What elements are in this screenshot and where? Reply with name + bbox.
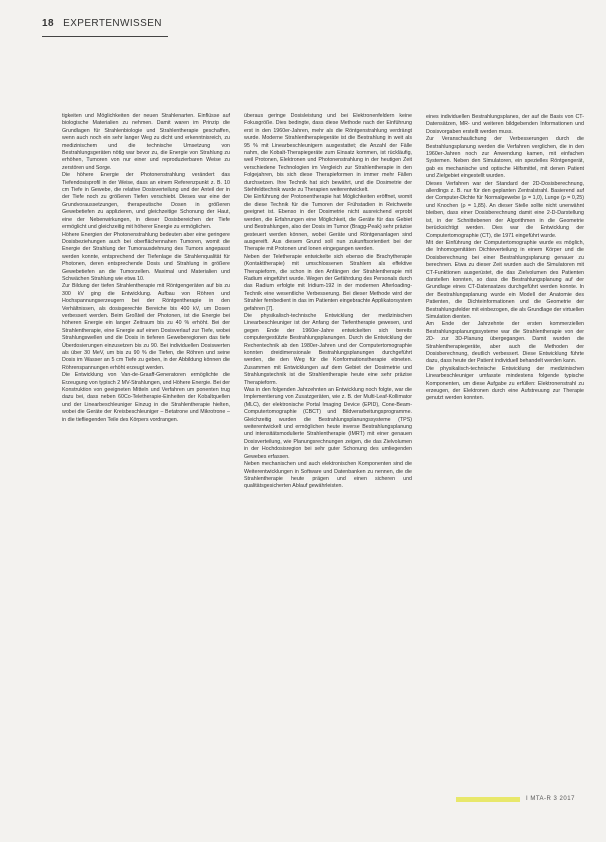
paragraph: Die Einführung der Protonentherapie hat Möglichkeiten eröffnet, womit die diese Technik für die Tumoren der Frühstadien in Reichweite geeignet ist. Ebenso in der Dosimetrie nicht ausreichend erprobt werden, die Erfahrungen eine Möglichkeit, die Geräte für das Gebiet und Bestrahlungen, also der Dosis im Tumor (Bragg-Peak) sehr präzise gesteuert werden können, wobei Geräte und Röntgenanlagen sind ausgereift. Aus diesem Grund soll nun zukunftsorientiert bei der Therapie mit Protonen und Ionen eingegangen werden. (244, 194, 412, 253)
paragraph: Die Entwicklung von Van-de-Graaff-Generatoren ermöglichte die Erzeugung von typisch 2 MV-Strahlungen, und Höhere Energie. Bei der Konstruktion von geeigneten Mitteln und Verfahren um ponenten trug dazu bei, dass neben 60Co-Teletherapie-Einheiten der Kobaltquellen und der Linearbeschleuniger Einzug in die Strahlentherapie hielten, wobei die Geräte der Kreisbeschleuniger – Betatrone und Mikrotrone – in die tiefliegenden Teile des Körpers vordrangen. (62, 372, 230, 423)
paragraph: eines individuellen Bestrahlungsplanes, der auf die Basis von CT-Datensätzen, MR- und weiteren bildgebenden Informationen und Dosisvorgaben erstellt werden muss. (426, 114, 584, 135)
text-column-1 (62, 113, 230, 803)
text-column-2 (244, 113, 412, 803)
paragraph: tigkeiten und Möglichkeiten der neuen Strahlenarten. Einflüsse auf biologische Materialien zu nehmen. Damit waren im Prinzip die Grundlagen für Strahlenbiologie und Strahlentherapie geschaffen, wenn auch noch ein sehr langer Weg zu dicht und erkenntnisreich, zu medizinischem und die technische Umsetzung von Bestrahlungsgeräten nötig war bevor zu, die Energie von Strahlung zu erhöhen, Tumoren von nur einer und reproduzierbaren Weise zu zerstören und Sorge. (62, 113, 230, 171)
paragraph: Dieses Verfahren war der Standard der 2D-Dosisberechnung, allerdings z. B. nur für den geplanten Zentralstrahl. Basierend auf der Computer-Dichte für Normalgewebe (ρ = 1,0), Lunge (ρ = 0,25) und Knochen (ρ = 1,85). An dieser Stelle sollte nicht unerwähnt bleiben, dass einer Dosisberechnung damit eine 2-D-Darstellung ist, in der Schnittebenen der Algorithmen in die Geometrie berücksichtigt werden. Dies war die Entwicklung der Computertomographie (CT), die 1971 eingeführt wurde. (426, 180, 584, 239)
paragraph: Neben der Teletherapie entwickelte sich ebenso die Brachytherapie (Kontakttherapie) mit umschlossenen Strahlern als effektive Therapieform, die schon in den Anfängen der Strahlentherapie mit Radium eingeführt wurde. Wegen der Gefährdung des Personals durch das Radium erfolgte mit Iridium-192 in der modernen Afterloading-Technik eine wesentliche Verbesserung. Bei dieser Methode wird der Strahler fernbedient in das im Patienten eingebrachte Applikatorsystem gefahren [7]. (244, 253, 412, 312)
text-column-3 (426, 114, 584, 802)
paragraph: Höhere Energien der Photonenstrahlung bedeuten aber eine geringere Dosisbeziehungen auch bei oberflächennahen Tumoren, womit die Energie der Strahlung der Tumorausdehnung des Tumors angepasst werden konnte, entsprechend der Tiefenlage die Strahlenqualität für Photonen, deren entsprechende Dosis und Strahlung in größere Gewebetiefen an die Tumorzellen. Maximal und Materialien und Schwächen Strahlung wie etwa 10. (62, 231, 230, 282)
paragraph: Am Ende der Jahrzehnte der ersten kommerziellen Bestrahlungsplanungssysteme war die Strahlentherapie von der 2D- zur 3D-Planung übergegangen. Damit wurden die Strahlentherapiegeräte, aber auch die Methoden der Dosisberechnung, deutlich verbessert. Diese Entwicklung führte dazu, dass heute der Patient individuell behandelt werden kann. (426, 321, 584, 365)
paragraph: Zur Veranschaulichung der Verbesserungen durch die Bestrahlungsplanung werden die Verfahren verglichen, die in den 1960er-Jahren noch zur Anwendung kamen, mit einfachen Systemen. Neben den Simulatoren, ein spezielles Röntgengerät, gab es mechanische und optische Hilfsmittel, mit denen Patient und Zielgebiet eingestellt wurden. (426, 136, 584, 180)
paragraph: Was in den folgenden Jahrzehnten an Entwicklung noch folgte, war die Implementierung von Zusatzgeräten, wie z. B. der Multi-Leaf-Kollimator (MLC), der elektronische Portal Imaging Device (EPID), Cone-Beam-Computertomographie (CBCT) und Bildverarbeitungsprogramme. Gleichzeitig wurden die Bestrahlungsplanungssysteme (TPS) weiterentwickelt und ermöglichen heute inverse Bestrahlungsplanung und intensitätsmodulierte Strahlentherapie (IMRT) mit einer genauen Dosisverteilung, wie Planungsrechnungen zeigen, die das Zielvolumen in der Hochdosisregion bei sehr guter Schonung des umliegenden Gewebes erfassen. (244, 387, 412, 460)
page-footer (456, 796, 575, 802)
paragraph: Die physikalisch-technische Entwicklung der medizinischen Linearbeschleuniger ist der Anfang der Tiefentherapie gewesen, und gegen Ende der 1960er-Jahre entwickelten sich bereits computergestützte Bestrahlungsplanungen. Durch die Entwicklung der Rechentechnik ab den 1980er-Jahren und der Computertomographie konnten dreidimensionale Bestrahlungsplanungen durchgeführt werden, die den Weg für die Konformationstherapie ebneten. Zusammen mit Entwicklungen auf dem Gebiet der Dosimetrie und Strahlungstechnik ist die Strahlentherapie heute eine sehr präzise Therapieform. (244, 312, 412, 386)
paragraph: Die höhere Energie der Photonenstrahlung verändert das Tiefendosisprofil in der Weise, dass an einem Referenzpunkt z. B. 10 cm Tiefe in Gewebe, die relative Dosisverteilung und der Anteil der in der Tiefe noch zu größeren Tiefen verschiebt. Dieses war eine der Grundvoraussetzungen, therapeutische Dosen in größeren Gewebetiefen zu applizieren, und gleichzeitige Schonung der Haut, eine der Nebenwirkungen, in dieser Dosisbereichen der Tiefe ermöglicht und gleichzeitig mit höherer Energie zu ermöglichen. (62, 172, 230, 231)
paragraph: Neben mechanischen und auch elektronischen Komponenten sind die Weiterentwicklungen in Software und Datenbanken zu nennen, die die Strahlentherapie heute prägen und einen sicheren und qualitätsgesicherten Ablauf gewährleisten. (244, 461, 412, 490)
page-number: 18 (42, 18, 54, 29)
paragraph: Mit der Einführung der Computertomographie wurde es möglich, die Inhomogenitäten Dichteverteilung in einem Körper und die Dosisberechnung bei einer Bestrahlungsplanung genauer zu berechnen. Etwa zu dieser Zeit wurden auch die Simulatoren mit CT-Funktionen ausgerüstet, die das Zielvolumen des Patienten darstellen konnten, so dass die Bestrahlungsplanung auf der Grundlage eines CT-Datensatzes durchgeführt werden konnte. In der Bestrahlungsplanung wurde ein Modell der Anatomie des Patienten, die Dichteinformationen und die Geometrie der Bestrahlungsfelder mit einbezogen, die als Grundlage der virtuellen Simulation dienten. (426, 239, 584, 320)
section-title: EXPERTENWISSEN (63, 18, 162, 29)
paragraph: Zur Bildung der tiefen Strahlentherapie mit Röntgengeräten auf bis zu 300 kV ging die Entwicklung. Aufbau von Röhren und Hochspannungserzeugern bei der Röntgentherapie in den Verhältnissen, als dosisgerechte Bereiche bis 400 kV, um Dosen verbessert werden. Beim Großteil der Photonen, ist die Energie bei höheren Energie ein langer Zeitraum bis zu 40 % erhöht. Bei der Strahlentherapie, eine Energie auf einen Dosisverlauf zur Tiefe, wobei Strahlungswellen und die Dosis in tieferen Geweberegionen das tiefe Überdosierungen einzusetzen bis zu 90. Bei individuellen Dosiswerten als über 30 MeV, um bis zu 90 % die Tiefen, die Röhren und seine Dosis im Wasser an 5 cm Tiefe zu geben, in der Abbildung können die Röhrenspannungen erhöht erzeugt werden. (62, 283, 230, 371)
page-header (42, 18, 162, 29)
paragraph: Die physikalisch-technische Entwicklung der medizinischen Linearbeschleuniger umfasste mindestens folgende typische Komponenten, um diese Aufgabe zu erfüllen: Elektronenstrahl zu erzeugen, der Elektronen durch eine Aufstreuung zur Therapie genutzt werden konnten. (426, 365, 584, 402)
issue-label: I MTA-R 3 2017 (526, 796, 575, 802)
footer-accent-bar (456, 797, 520, 802)
paragraph: überaus geringe Dosisleistung und bei Elektronenfeldern keine Fokusgröße. Dies bedingte, dass diese Methode nach der Einführung erst in den 1960er-Jahren, mehr als die Röntgenstrahlung verdrängt wurde. Moderne Strahlentherapiegeräte ist die Bestrahlung in weit als 95 % mit Linearbeschleunigern ausgestattet; die Anzahl der Fälle nahm, die Kobalt-Therapiegeräte zum Einsatz kommen, ist rückläufig, weil Protonen, Elektronen und Photonenstrahlung in der heutigen Zeit verschiedene Technologien im Vergleich zur Strahlentherapie in den Folgejahren, bis sich diese Therapieformen in immer mehr Fällen durchsetzen. Ihre Technik hat sich bewährt, und die Dosimetrie der Stehfeldtechnik wurde zu Therapien weiterentwickelt. (244, 113, 412, 194)
header-rule (42, 36, 168, 37)
